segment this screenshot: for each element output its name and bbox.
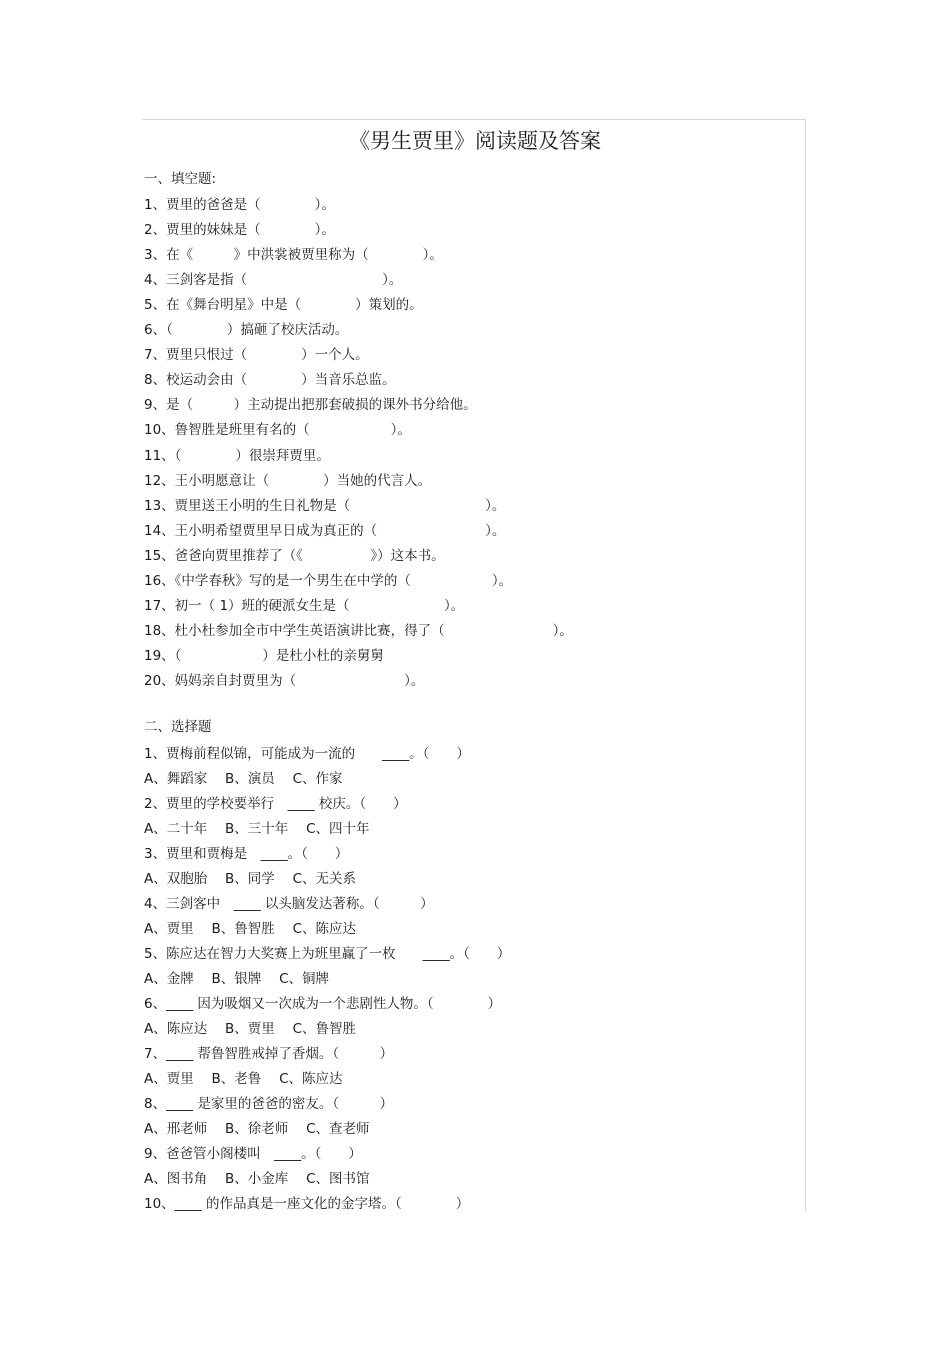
choice-options: A、舞蹈家 B、演员 C、作家 [144,771,343,787]
fill-in-question: 16、《中学春秋》写的是一个男生在中学的（ ）。 [144,572,513,589]
fill-in-question: 1、贾里的爸爸是（ ）。 [144,197,335,213]
choice-question: 9、爸爸管小阁楼叫 ____。（ ） [144,1146,362,1162]
choice-options: A、贾里 B、鲁智胜 C、陈应达 [144,921,357,937]
fill-in-question: 18、杜小杜参加全市中学生英语演讲比赛，得了（ ）。 [144,622,573,639]
section-heading-choice: 二、选择题 [144,719,212,735]
choice-options: A、陈应达 B、贾里 C、鲁智胜 [144,1021,357,1037]
choice-question: 6、____ 因为吸烟又一次成为一个悲剧性人物。（ ） [144,996,502,1012]
fill-in-question: 9、是（ ）主动提出把那套破损的课外书分给他。 [144,397,477,414]
choice-question: 3、贾里和贾梅是 ____。（ ） [144,846,349,862]
choice-options: A、图书角 B、小金库 C、图书馆 [144,1171,370,1187]
choice-options: A、双胞胎 B、同学 C、无关系 [144,871,357,887]
fill-in-question: 4、三剑客是指（ ）。 [144,272,403,289]
fill-in-question: 15、爸爸向贾里推荐了（《 》）这本书。 [144,547,445,564]
fill-in-question: 13、贾里送王小明的生日礼物是（ ）。 [144,497,506,514]
fill-in-question: 6、（ ）搞砸了校庆活动。 [144,322,349,339]
choice-question: 10、____ 的作品真是一座文化的金字塔。（ ） [144,1196,470,1212]
choice-question: 5、陈应达在智力大奖赛上为班里赢了一枚 ____。（ ） [144,946,511,962]
fill-in-question: 19、（ ）是杜小杜的亲舅舅 [144,647,384,664]
choice-question: 1、贾梅前程似锦，可能成为一流的 ____。（ ） [144,746,470,762]
fill-in-question: 14、王小明希望贾里早日成为真正的（ ）。 [144,522,506,539]
fill-in-question: 8、校运动会由（ ）当音乐总监。 [144,372,396,389]
fill-in-question: 3、在《 》中洪裳被贾里称为（ ）。 [144,247,443,264]
choice-question: 7、____ 帮鲁智胜戒掉了香烟。（ ） [144,1046,394,1062]
choice-options: A、金牌 B、银牌 C、铜牌 [144,971,330,987]
choice-question: 2、贾里的学校要举行 ____ 校庆。（ ） [144,796,407,812]
choice-question: 8、____ 是家里的爸爸的密友。（ ） [144,1096,394,1112]
choice-question: 4、三剑客中 ____ 以头脑发达著称。（ ） [144,896,434,912]
fill-in-question: 10、鲁智胜是班里有名的（ ）。 [144,422,411,439]
fill-in-question: 7、贾里只恨过（ ）一个人。 [144,347,369,364]
document-title: 《男生贾里》阅读题及答案 [349,129,601,153]
fill-in-question: 11、（ ）很崇拜贾里。 [144,447,330,464]
fill-in-question: 12、王小明愿意让（ ）当她的代言人。 [144,472,432,489]
fill-in-question: 20、妈妈亲自封贾里为（ ）。 [144,672,425,689]
choice-options: A、贾里 B、老鲁 C、陈应达 [144,1071,343,1087]
choice-options: A、二十年 B、三十年 C、四十年 [144,821,370,837]
choice-options: A、邢老师 B、徐老师 C、查老师 [144,1121,370,1137]
fill-in-question: 5、在《舞台明星》中是（ ）策划的。 [144,297,423,314]
section-heading-fill-in: 一、填空题: [144,171,217,187]
fill-in-question: 17、初一（ 1）班的硬派女生是（ ）。 [144,597,465,614]
fill-in-question: 2、贾里的妹妹是（ ）。 [144,222,335,239]
